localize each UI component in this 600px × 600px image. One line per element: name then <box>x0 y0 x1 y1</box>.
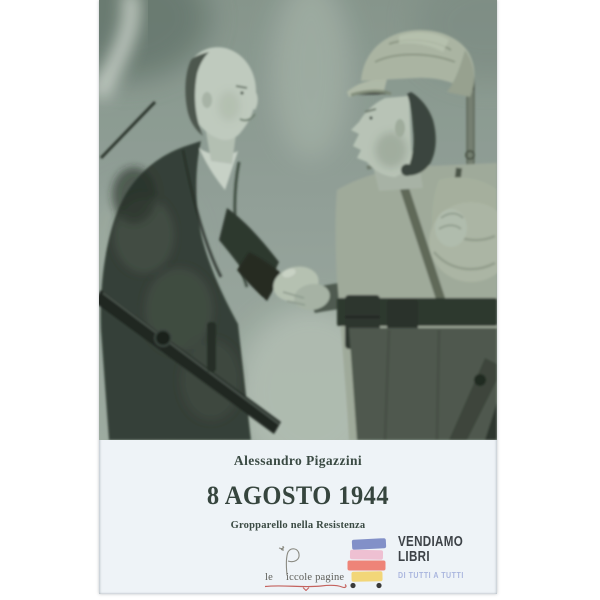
book-cover <box>99 0 497 594</box>
badge-text <box>398 535 479 587</box>
book-cart-icon <box>347 537 389 589</box>
badge-tagline: DI TUTTI A TUTTI <box>398 570 464 580</box>
book-subtitle: Gropparello nella Resistenza <box>230 520 366 531</box>
badge-line-vendiamo: VENDIAMO <box>398 534 464 550</box>
vendiamo-libri-badge <box>347 535 479 587</box>
publisher-logo-le-piccole-pagine: le iccole pagine <box>263 545 351 591</box>
badge-line-libri: LIBRI <box>398 549 430 566</box>
photo-tint-overlay <box>99 0 497 440</box>
book-title: 8 AGOSTO 1944 <box>206 481 390 510</box>
cover-photo <box>99 0 497 440</box>
author-name: Alessandro Pigazzini <box>233 453 363 468</box>
partisans-handshake-photo <box>99 0 497 440</box>
red-squiggle-underline <box>263 583 351 591</box>
